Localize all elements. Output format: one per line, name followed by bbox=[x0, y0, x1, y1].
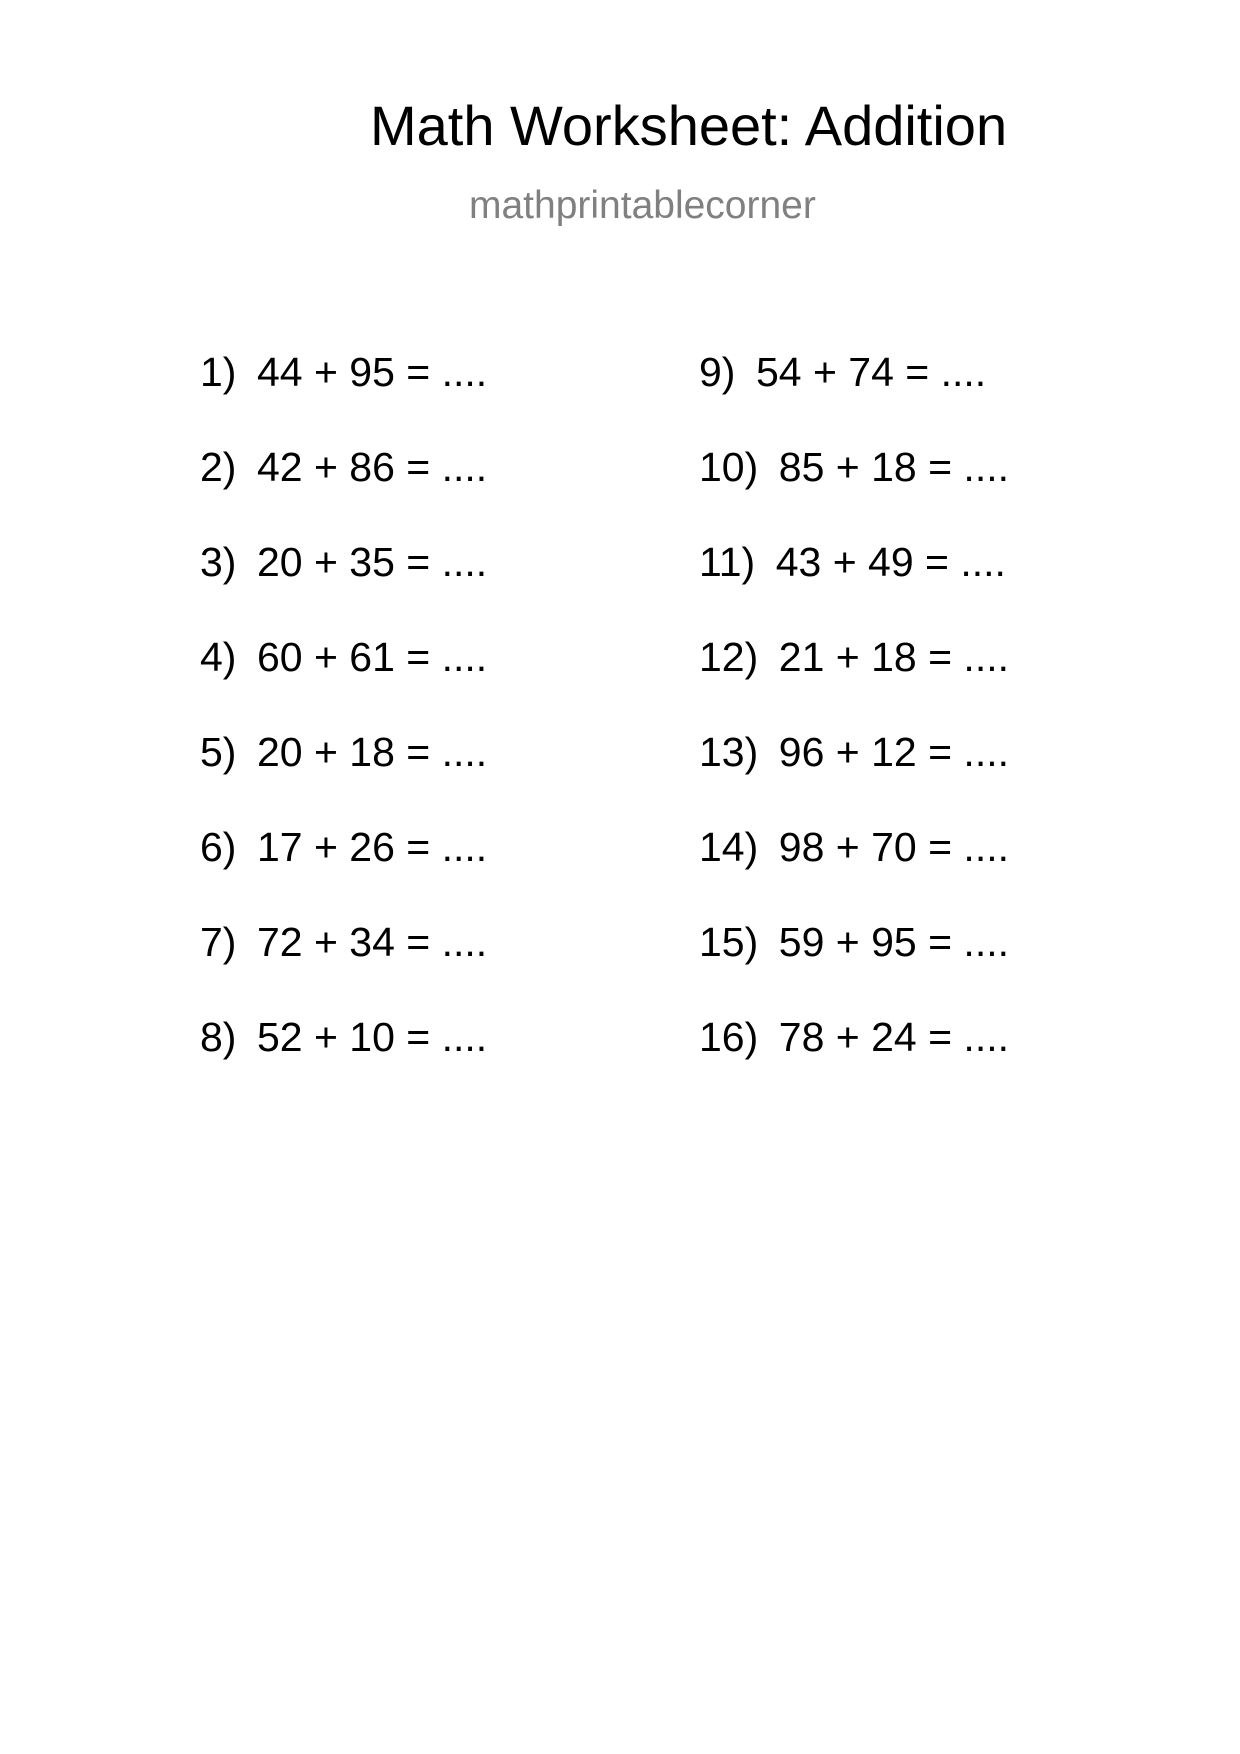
problem-number: 1) bbox=[200, 349, 237, 395]
problem-number: 16) bbox=[699, 1014, 759, 1060]
problem-expression: 43 + 49 = .... bbox=[775, 539, 1006, 585]
problem-number: 4) bbox=[200, 634, 237, 680]
problem-expression: 98 + 70 = .... bbox=[778, 824, 1009, 870]
problem-expression: 21 + 18 = .... bbox=[778, 634, 1009, 680]
problem-item bbox=[699, 1014, 1009, 1112]
problem-expression: 17 + 26 = .... bbox=[256, 824, 488, 870]
problem-item bbox=[200, 349, 488, 447]
problem-number: 5) bbox=[200, 729, 237, 775]
problem-item bbox=[699, 919, 1009, 1017]
problem-expression: 60 + 61 = .... bbox=[256, 634, 488, 680]
problem-number: 9) bbox=[699, 349, 736, 395]
problem-list-right bbox=[699, 349, 1009, 1112]
page-title: Math Worksheet: Addition bbox=[370, 94, 1008, 157]
problem-item bbox=[200, 444, 488, 542]
problem-item bbox=[699, 539, 1009, 637]
problem-expression: 20 + 35 = .... bbox=[256, 539, 488, 585]
problem-item bbox=[699, 729, 1009, 827]
problem-item bbox=[200, 539, 488, 637]
problem-number: 13) bbox=[699, 729, 759, 775]
problem-item bbox=[200, 634, 488, 732]
problem-number: 6) bbox=[200, 824, 237, 870]
problem-number: 11) bbox=[699, 539, 756, 585]
problem-item bbox=[200, 729, 488, 827]
problem-expression: 59 + 95 = .... bbox=[778, 919, 1009, 965]
problem-number: 10) bbox=[699, 444, 759, 490]
problem-item bbox=[200, 919, 488, 1017]
problem-number: 7) bbox=[200, 919, 237, 965]
problem-number: 2) bbox=[200, 444, 237, 490]
problem-expression: 78 + 24 = .... bbox=[778, 1014, 1009, 1060]
problem-number: 3) bbox=[200, 539, 237, 585]
problem-item bbox=[699, 444, 1009, 542]
problem-number: 12) bbox=[699, 634, 759, 680]
problem-item bbox=[699, 349, 1009, 447]
problem-expression: 52 + 10 = .... bbox=[256, 1014, 488, 1060]
problem-number: 14) bbox=[699, 824, 759, 870]
problem-item bbox=[699, 824, 1009, 922]
problem-expression: 72 + 34 = .... bbox=[256, 919, 488, 965]
problem-expression: 20 + 18 = .... bbox=[256, 729, 488, 775]
page-subtitle: mathprintablecorner bbox=[469, 184, 816, 227]
problem-item bbox=[699, 634, 1009, 732]
problem-expression: 85 + 18 = .... bbox=[778, 444, 1009, 490]
problem-number: 15) bbox=[699, 919, 759, 965]
problem-list-left bbox=[200, 349, 488, 1112]
problem-expression: 54 + 74 = .... bbox=[755, 349, 987, 395]
problem-expression: 42 + 86 = .... bbox=[256, 444, 488, 490]
problem-expression: 96 + 12 = .... bbox=[778, 729, 1009, 775]
problem-expression: 44 + 95 = .... bbox=[256, 349, 488, 395]
problem-item bbox=[200, 1014, 488, 1112]
problem-item bbox=[200, 824, 488, 922]
problem-number: 8) bbox=[200, 1014, 237, 1060]
